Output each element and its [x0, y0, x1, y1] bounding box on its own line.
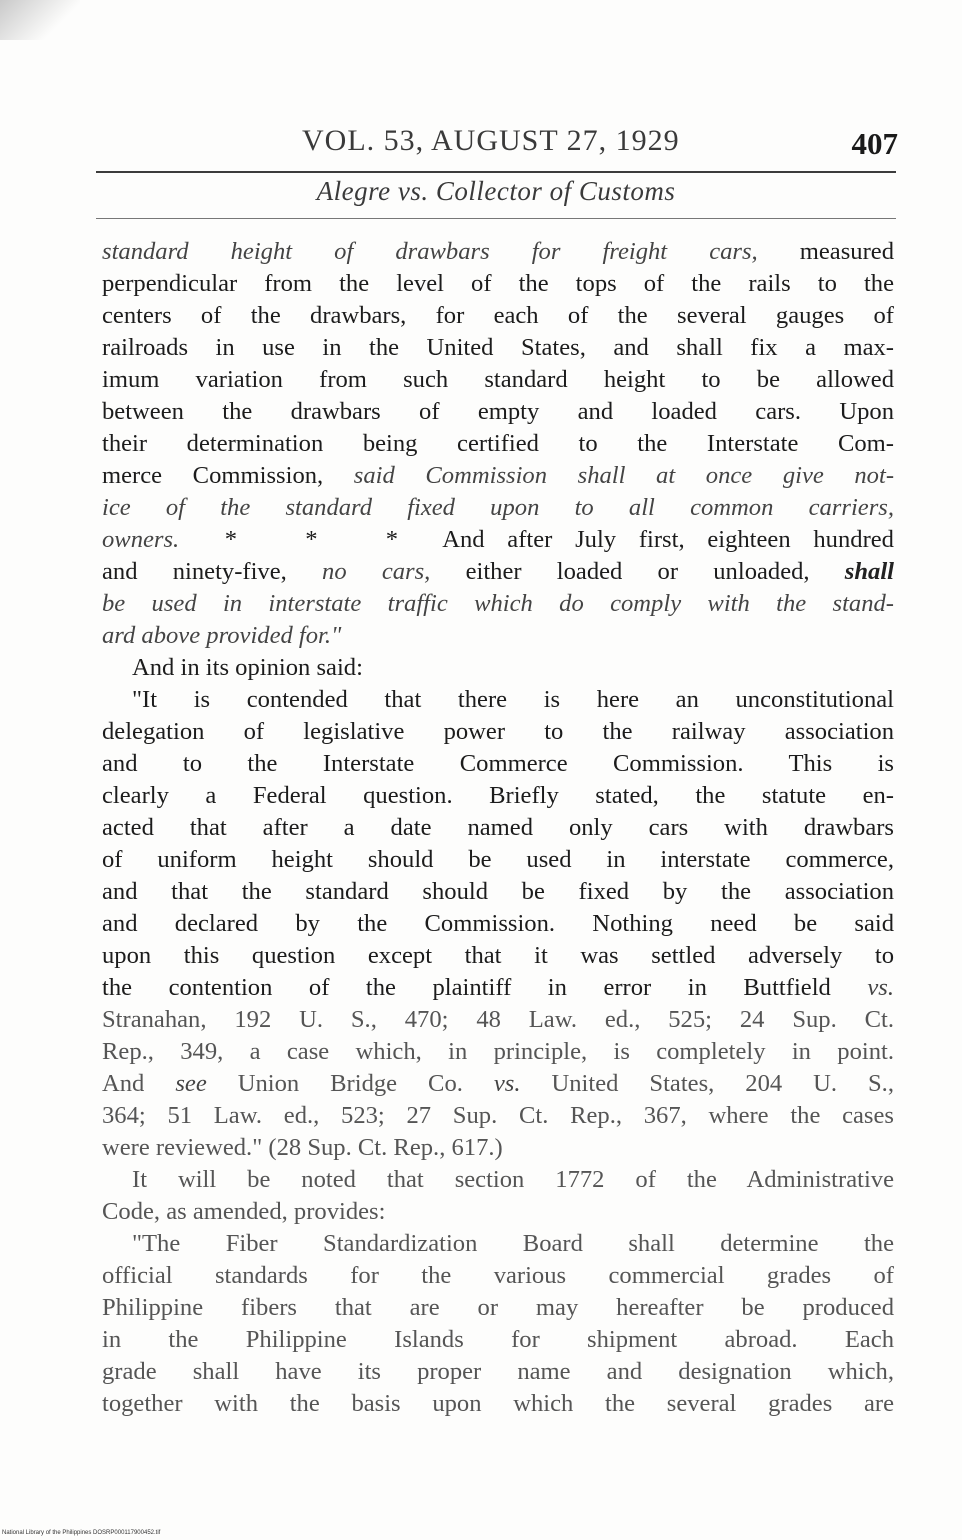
text-line: together with the basis upon which the several grades are [102, 1390, 894, 1417]
text-line: merce Commission, said Commission shall at once give not- [102, 462, 894, 489]
text-line: Code, as amended, provides: [102, 1198, 386, 1225]
body-text [102, 236, 894, 1420]
text-line: between the drawbars of empty and loaded cars. Upon [102, 398, 894, 425]
scan-source-note: National Library of the Philippines DOSRP000117900452.tif [2, 1530, 161, 1536]
text-line: 364; 51 Law. ed., 523; 27 Sup. Ct. Rep., 367, where the cases [102, 1102, 894, 1129]
text-line: Philippine fibers that are or may hereafter be produced [102, 1294, 894, 1321]
text-line: ice of the standard fixed upon to all common carriers, [102, 494, 894, 521]
scan-corner-shadow [0, 0, 80, 40]
text-line: and ninety-five, no cars, either loaded or unloaded, shall [102, 558, 894, 585]
text-line: and that the standard should be fixed by the association [102, 878, 894, 905]
text-line: and declared by the Commission. Nothing need be said [102, 910, 894, 937]
page-number: 407 [851, 126, 898, 161]
text-line: delegation of legislative power to the railway association [102, 718, 894, 745]
text-line: and to the Interstate Commerce Commission. This is [102, 750, 894, 777]
text-line: Rep., 349, a case which, in principle, is completely in point. [102, 1038, 894, 1065]
text-line: in the Philippine Islands for shipment abroad. Each [102, 1326, 894, 1353]
text-line: the contention of the plaintiff in error in Buttfield vs. [102, 974, 894, 1001]
text-line: official standards for the various commercial grades of [102, 1262, 894, 1289]
text-line: of uniform height should be used in interstate commerce, [102, 846, 894, 873]
text-line: "It is contended that there is here an unconstitutional [132, 686, 894, 713]
text-line: "The Fiber Standardization Board shall determine the [132, 1230, 894, 1257]
text-line: grade shall have its proper name and designation which, [102, 1358, 894, 1385]
text-line: upon this question except that it was settled adversely to [102, 942, 894, 969]
text-line: were reviewed." (28 Sup. Ct. Rep., 617.) [102, 1134, 503, 1161]
text-line: It will be noted that section 1772 of the Administrative [132, 1166, 894, 1193]
header-rule-bottom [96, 218, 896, 219]
text-line: acted that after a date named only cars with drawbars [102, 814, 894, 841]
text-line: imum variation from such standard height to be allowed [102, 366, 894, 393]
text-line: perpendicular from the level of the tops of the rails to the [102, 270, 894, 297]
text-line: be used in interstate traffic which do comply with the stand- [102, 590, 894, 617]
text-line: centers of the drawbars, for each of the several gauges of [102, 302, 894, 329]
text-line: clearly a Federal question. Briefly stated, the statute en- [102, 782, 894, 809]
text-line: their determination being certified to the Interstate Com- [102, 430, 894, 457]
text-line: owners. * * * And after July first, eighteen hundred [102, 526, 894, 553]
text-line: standard height of drawbars for freight cars, measured [102, 238, 894, 265]
text-line: ard above provided for." [102, 622, 342, 649]
text-line: And see Union Bridge Co. vs. United States, 204 U. S., [102, 1070, 894, 1097]
text-line: Stranahan, 192 U. S., 470; 48 Law. ed., 525; 24 Sup. Ct. [102, 1006, 894, 1033]
running-head [302, 118, 902, 162]
header-rule-top [96, 171, 896, 173]
case-title: Alegre vs. Collector of Customs [316, 176, 676, 206]
volume-date-line: VOL. 53, AUGUST 27, 1929 [302, 124, 680, 157]
text-line: railroads in use in the United States, and shall fix a max- [102, 334, 894, 361]
text-line: And in its opinion said: [132, 654, 363, 681]
